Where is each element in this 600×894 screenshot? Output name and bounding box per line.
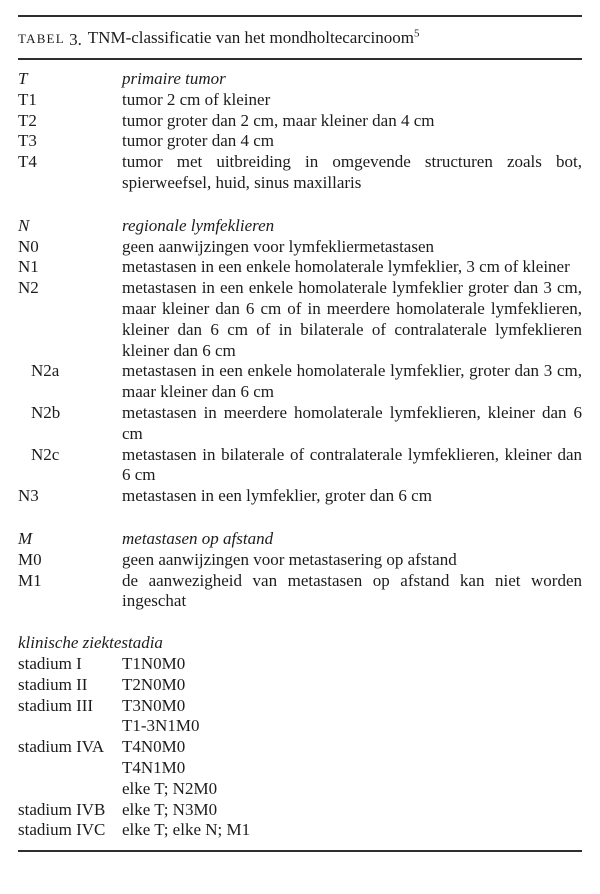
stage-value-cell: elke T; N2M0 — [122, 778, 218, 798]
description-cell: primaire tumor — [122, 69, 226, 88]
stage-row — [18, 696, 582, 717]
code-cell: N2 — [18, 278, 39, 298]
code-cell: T2 — [18, 110, 37, 130]
stage-label-cell: stadium I — [18, 653, 82, 673]
classification-row — [18, 571, 582, 613]
description-cell: tumor met uitbreiding in omgevende structuren zoals bot, spierweefsel, huid, sinus maxillaris — [122, 152, 582, 192]
description-cell: metastasen op afstand — [122, 528, 274, 548]
stage-label-cell — [18, 779, 122, 800]
section-header-row — [18, 69, 582, 90]
code-cell: M0 — [18, 549, 42, 569]
description-cell: metastasen in een enkele homolaterale lymfeklier, groter dan 3 cm, maar kleiner dan 6 cm — [122, 361, 582, 402]
stage-row — [18, 675, 582, 696]
classification-row — [18, 550, 582, 571]
code-cell: N0 — [18, 236, 39, 256]
section-header-row — [18, 216, 582, 237]
description-cell: metastasen in een lymfeklier, groter dan 6 cm — [122, 486, 432, 506]
stages-heading: klinische ziektestadia — [18, 633, 163, 653]
stage-value-cell: elke T; N3M0 — [122, 799, 218, 819]
code-cell: N3 — [18, 486, 39, 506]
stage-value-cell: T3N0M0 — [122, 695, 186, 715]
stage-value-cell: T4N1M0 — [122, 757, 186, 777]
description-cell: tumor 2 cm of kleiner — [122, 89, 271, 109]
stage-label-cell — [18, 716, 122, 737]
description-cell: metastasen in meerdere homolaterale lymfeklieren, kleiner dan 6 cm — [122, 402, 582, 443]
stage-label-cell — [18, 758, 122, 779]
description-cell: tumor groter dan 2 cm, maar kleiner dan 4 cm — [122, 110, 435, 130]
bottom-rule — [18, 850, 582, 852]
footnote-ref: 5 — [414, 27, 420, 40]
code-cell: M1 — [18, 570, 42, 590]
table-number: 3. — [69, 30, 82, 49]
code-cell: N1 — [18, 257, 39, 277]
description-cell: metastasen in een enkele homolaterale lymfeklier groter dan 3 cm, maar kleiner dan 6 cm of in meerdere homolaterale lymfeklieren, kleiner dan 6 cm of in bilaterale of contralaterale lymfeklieren kleiner dan 6 cm — [122, 278, 582, 360]
stage-value-cell: T2N0M0 — [122, 674, 186, 694]
section-distant-metastases — [18, 529, 582, 612]
classification-subrow — [18, 445, 582, 487]
stage-row — [18, 758, 582, 779]
table-label: TABEL — [18, 31, 65, 46]
description-cell: tumor groter dan 4 cm — [122, 131, 275, 151]
code-cell: M — [18, 528, 33, 548]
classification-row — [18, 111, 582, 132]
description-cell: de aanwezigheid van metastasen op afstand kan niet worden ingeschat — [122, 570, 582, 611]
code-cell: T1 — [18, 89, 37, 109]
stage-label-cell: stadium IVC — [18, 820, 106, 840]
stage-label-cell: stadium IVB — [18, 799, 106, 819]
stage-value-cell: T1N0M0 — [122, 653, 186, 673]
stage-row — [18, 820, 582, 841]
code-cell: N — [18, 215, 30, 235]
code-cell: N2c — [31, 444, 60, 464]
code-cell: T4 — [18, 152, 37, 172]
stage-row — [18, 654, 582, 675]
classification-row — [18, 90, 582, 111]
table-caption — [18, 17, 582, 58]
stage-value-cell: T4N0M0 — [122, 737, 186, 757]
stage-label-cell: stadium IVA — [18, 737, 105, 757]
description-cell: geen aanwijzingen voor metastasering op afstand — [122, 549, 457, 569]
stage-value-cell: elke T; elke N; M1 — [122, 820, 251, 840]
classification-row — [18, 237, 582, 258]
stage-label-cell: stadium II — [18, 674, 88, 694]
code-cell: N2b — [31, 402, 61, 422]
table-title-text: TNM-classificatie van het mondholtecarcinoom — [87, 28, 414, 47]
code-cell: T3 — [18, 131, 37, 151]
classification-row — [18, 486, 582, 507]
stage-label-cell: stadium III — [18, 695, 94, 715]
description-cell: geen aanwijzingen voor lymfekliermetastasen — [122, 236, 435, 256]
classification-row — [18, 131, 582, 152]
description-cell: regionale lymfeklieren — [122, 215, 275, 235]
section-clinical-stages — [18, 633, 582, 841]
classification-subrow — [18, 403, 582, 445]
description-cell: metastasen in bilaterale of contralaterale lymfeklieren, kleiner dan 6 cm — [122, 444, 582, 485]
stage-row — [18, 737, 582, 758]
section-regional-lymph-nodes — [18, 216, 582, 507]
classification-row — [18, 278, 582, 361]
code-cell: N2a — [31, 361, 60, 381]
stage-row — [18, 716, 582, 737]
code-cell: T — [18, 69, 28, 88]
stage-row — [18, 800, 582, 821]
description-cell: metastasen in een enkele homolaterale lymfeklier, 3 cm of kleiner — [122, 257, 570, 277]
stage-value-cell: T1-3N1M0 — [122, 716, 200, 736]
classification-row — [18, 257, 582, 278]
table-body — [18, 60, 582, 852]
classification-row — [18, 152, 582, 194]
section-primary-tumor — [18, 69, 582, 194]
classification-subrow — [18, 361, 582, 403]
stage-row — [18, 779, 582, 800]
section-header-row — [18, 529, 582, 550]
